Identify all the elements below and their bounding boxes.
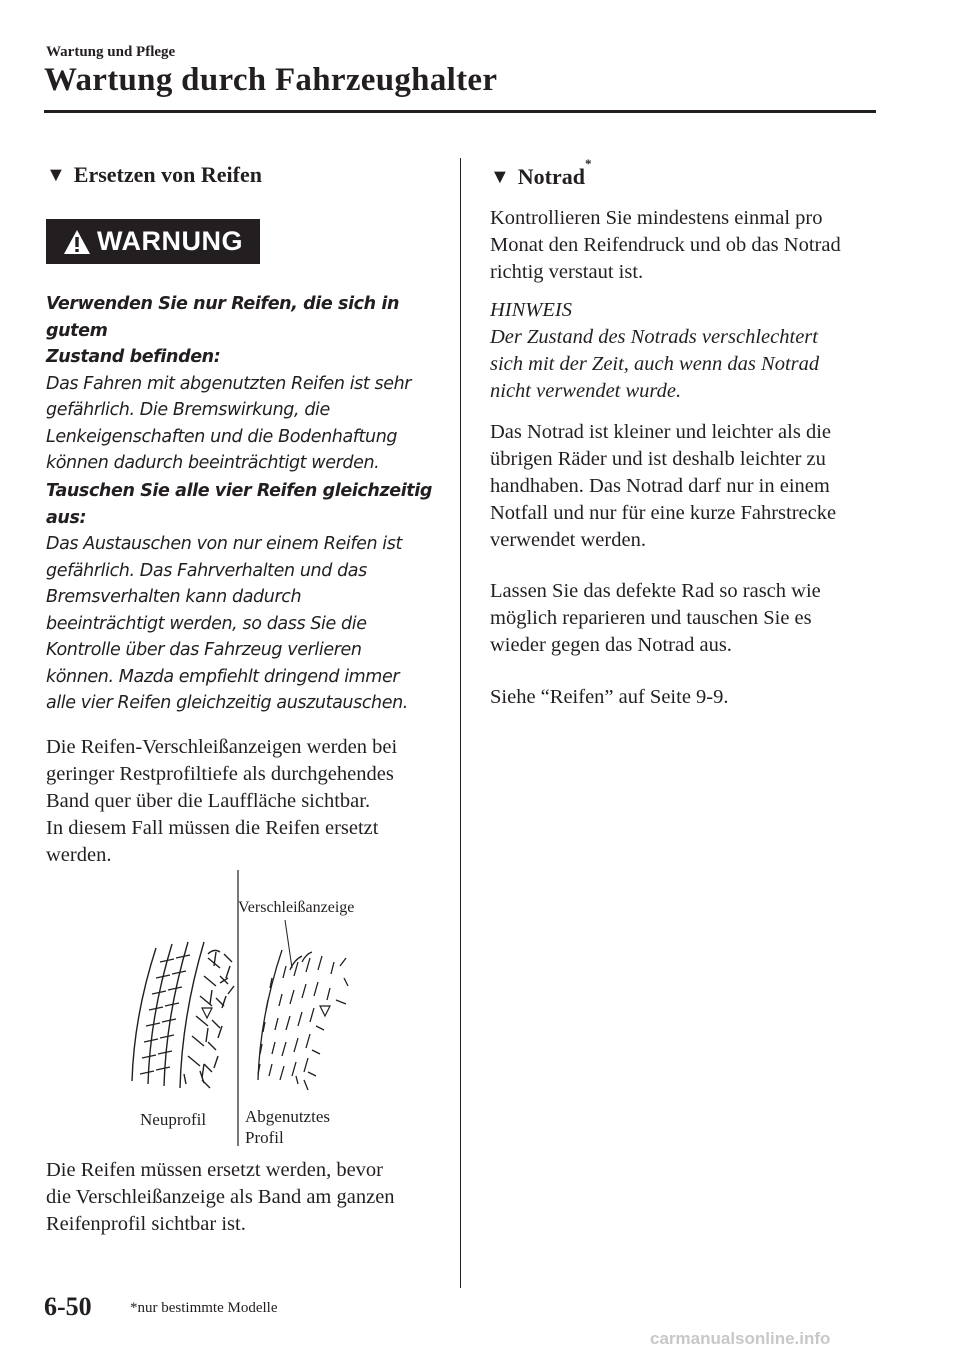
paragraph-line: Lassen Sie das defekte Rad so rasch wie [490,580,821,602]
paragraph-line: möglich reparieren und tauschen Sie es [490,607,812,629]
paragraph-wear-indicator [46,734,397,869]
warning-1-line-3: Lenkeigenschaften und die Bodenhaftung [46,426,398,447]
worn-tread-label-line-1: Abgenutztes [245,1107,330,1126]
page-reference: Siehe “Reifen” auf Seite 9-9. [490,686,729,708]
paragraph-line: wieder gegen das Notrad aus. [490,634,732,656]
warning-1-head-line-2: Zustand befinden: [46,347,221,367]
paragraph-line: werden. [46,844,112,866]
watermark: carmanualsonline.info [650,1329,831,1348]
warning-2-head-line-2: aus: [46,507,87,528]
paragraph-line: geringer Restprofiltiefe als durchgehendes [46,763,394,785]
paragraph-line: richtig verstaut ist. [490,261,644,283]
worn-tread-wear-marker [320,1006,330,1016]
paragraph-line: Reifenprofil sichtbar ist. [46,1213,246,1235]
indicator-leader-line [285,920,292,968]
section-label: Wartung und Pflege [46,44,176,60]
hinweis-title: HINWEIS [490,299,572,321]
paragraph-line: Das Notrad ist kleiner und leichter als die [490,421,831,443]
hinweis-line: Der Zustand des Notrads verschlechtert [490,326,818,348]
heading-notrad: ▼ Notrad * [490,156,592,189]
warning-2-line-5: Kontrolle über das Fahrzeug verlieren [46,640,362,660]
warning-2-line-3: Bremsverhalten kann dadurch [46,587,302,607]
hinweis-line: sich mit der Zeit, auch wenn das Notrad [490,353,820,375]
worn-tread-label-line-2: Profil [245,1128,284,1147]
warning-banner [46,219,260,264]
paragraph-line: handhaben. Das Notrad darf nur in einem [490,475,830,497]
hinweis-line: nicht verwendet wurde. [490,380,682,402]
paragraph-line: die Verschleißanzeige als Band am ganzen [46,1186,395,1208]
paragraph-notrad-usage [490,419,836,554]
paragraph-replace-before [46,1157,395,1238]
worn-tread-label [245,1106,330,1148]
warning-2 [46,478,441,717]
triangle-down-icon: ▼ [490,166,510,188]
paragraph-line: Die Reifen-Verschleißanzeigen werden bei [46,736,398,758]
triangle-down-icon: ▼ [46,164,66,186]
column-divider [460,158,461,1288]
worn-tread-drawing [258,950,348,1090]
paragraph-line: übrigen Räder und ist deshalb leichter zu [490,448,826,470]
paragraph-line: Monat den Reifendruck und ob das Notrad [490,234,841,256]
footnote: *nur bestimmte Modelle [130,1300,278,1316]
paragraph-line: In diesem Fall müssen die Reifen ersetzt [46,817,379,839]
warning-1-line-1: Das Fahren mit abgenutzten Reifen ist sehr [46,373,412,394]
hinweis-note [490,297,819,405]
warning-2-line-2: gefährlich. Das Fahrverhalten und das [46,560,367,581]
warning-1-line-2: gefährlich. Die Bremswirkung, die [46,400,330,420]
warning-2-line-1: Das Austauschen von nur einem Reifen ist [46,534,402,554]
warning-2-line-6: können. Mazda empfiehlt dringend immer [46,666,400,687]
page-number: 6-50 [44,1292,92,1321]
warning-1-line-4: können dadurch beeinträchtigt werden. [46,453,380,473]
warning-1 [46,291,441,477]
warning-label: WARNUNG [97,226,243,256]
title-rule [44,110,876,113]
new-tread-wear-marker [202,1008,212,1018]
paragraph-line: Notfall und nur für eine kurze Fahrstrecke [490,502,837,524]
warning-2-line-7: alle vier Reifen gleichzeitig auszutauschen. [46,693,408,713]
warning-2-line-4: beeinträchtigt werden, so dass Sie die [46,613,367,634]
paragraph-line: Band quer über die Lauffläche sichtbar. [46,790,371,812]
paragraph-notrad-repair [490,578,821,659]
warning-1-head-line-1: Verwenden Sie nur Reifen, die sich in gutem [46,294,400,341]
paragraph-line: Kontrollieren Sie mindestens einmal pro [490,207,823,229]
new-tread-label: Neuprofil [140,1110,207,1129]
heading-reifen-ersetzen-text: Ersetzen von Reifen [73,162,262,187]
paragraph-notrad-check [490,205,841,286]
paragraph-line: verwendet werden. [490,529,646,551]
warning-2-head-line-1: Tauschen Sie alle vier Reifen gleichzeitig [46,481,432,501]
new-tread-drawing [132,942,234,1088]
heading-notrad-text: Notrad [517,164,586,189]
paragraph-line: Die Reifen müssen ersetzt werden, bevor [46,1159,383,1181]
warning-triangle-icon [63,229,91,255]
page-title: Wartung durch Fahrzeughalter [44,62,498,98]
heading-reifen-ersetzen [46,162,262,188]
indicator-label: Verschleißanzeige [238,899,355,916]
